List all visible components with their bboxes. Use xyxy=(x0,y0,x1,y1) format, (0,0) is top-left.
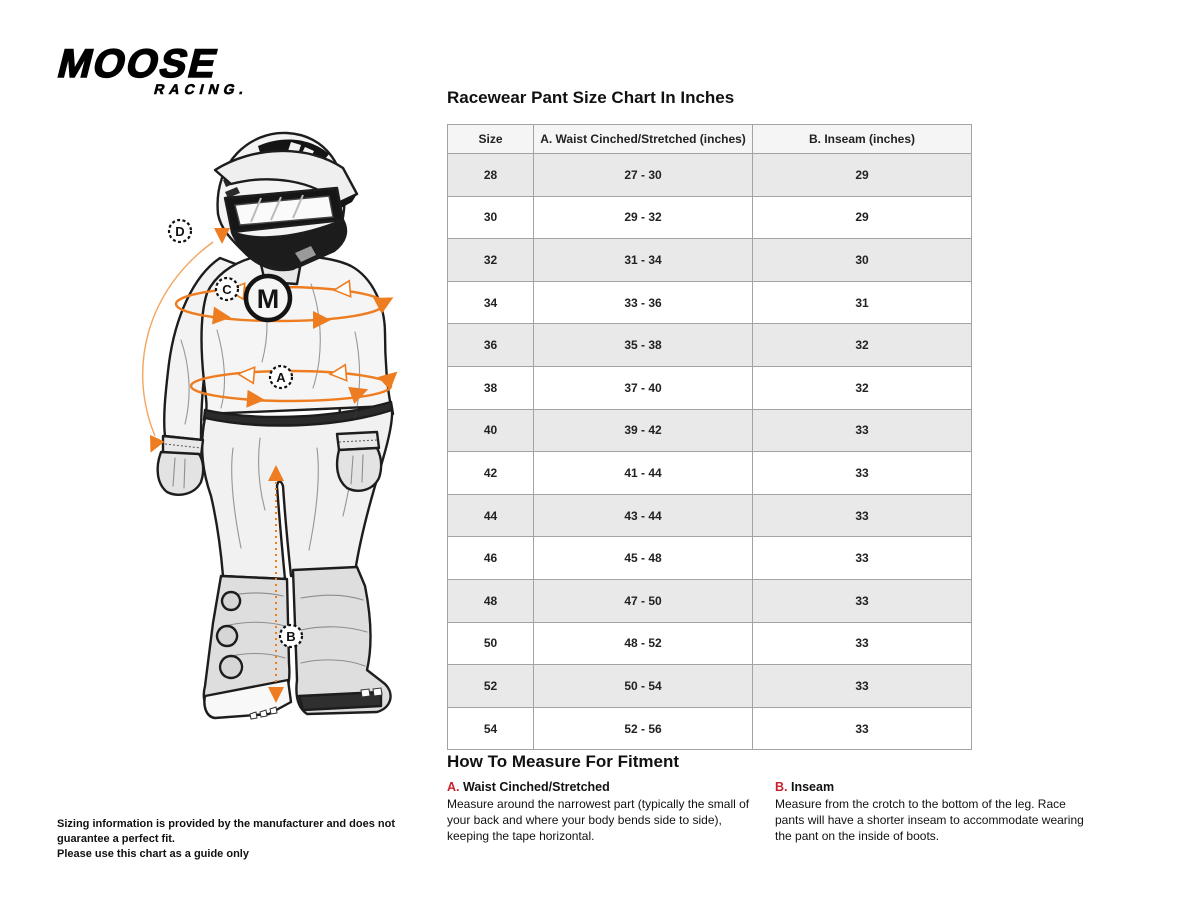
table-row xyxy=(448,452,972,495)
table-row xyxy=(448,196,972,239)
measure-sections xyxy=(447,780,1095,844)
table-cell: 47 - 50 xyxy=(534,579,753,622)
table-cell: 33 xyxy=(753,622,972,665)
table-cell: 41 - 44 xyxy=(534,452,753,495)
table-cell: 33 - 36 xyxy=(534,281,753,324)
table-cell: 39 - 42 xyxy=(534,409,753,452)
table-row xyxy=(448,366,972,409)
table-cell: 52 xyxy=(448,665,534,708)
measure-label-a: A. xyxy=(447,780,460,794)
table-cell: 34 xyxy=(448,281,534,324)
column-header: Size xyxy=(448,125,534,154)
measure-body-text: Measure from the crotch to the bottom of the leg. Race pants will have a shorter inseam to accommodate wearing the pant on the inside of boots. xyxy=(775,797,1084,843)
table-cell: 32 xyxy=(753,324,972,367)
table-cell: 38 xyxy=(448,366,534,409)
rider-right-glove xyxy=(337,448,381,491)
table-row xyxy=(448,154,972,197)
label-b-badge xyxy=(280,625,302,647)
moose-racing-logo xyxy=(51,42,264,97)
table-row xyxy=(448,409,972,452)
table-cell: 52 - 56 xyxy=(534,707,753,750)
table-row xyxy=(448,707,972,750)
logo-word-moose: MOOSE xyxy=(53,42,224,86)
rider-left-glove xyxy=(158,452,204,495)
svg-text:M: M xyxy=(256,284,280,314)
logo-word-racing: RACING. xyxy=(152,80,251,97)
measure-section-inseam xyxy=(775,780,1095,844)
how-to-measure-heading: How To Measure For Fitment xyxy=(447,752,680,771)
table-cell: 50 - 54 xyxy=(534,665,753,708)
table-cell: 27 - 30 xyxy=(534,154,753,197)
table-cell: 33 xyxy=(753,409,972,452)
table-cell: 30 xyxy=(753,239,972,282)
table-cell: 48 - 52 xyxy=(534,622,753,665)
measure-section-waist xyxy=(447,780,752,844)
table-row xyxy=(448,537,972,580)
table-cell: 33 xyxy=(753,579,972,622)
table-cell: 50 xyxy=(448,622,534,665)
measure-body-text: Measure around the narrowest part (typically the small of your back and where your body bends side to side), keeping the tape horizontal. xyxy=(447,797,750,843)
table-row xyxy=(448,494,972,537)
measure-title-text: Inseam xyxy=(790,780,835,794)
label-d-badge xyxy=(169,220,191,242)
svg-text:B: B xyxy=(286,629,296,644)
table-cell: 30 xyxy=(448,196,534,239)
table-row xyxy=(448,622,972,665)
table-row xyxy=(448,239,972,282)
table-cell: 33 xyxy=(753,537,972,580)
measure-section-title xyxy=(447,780,752,794)
table-cell: 31 xyxy=(753,281,972,324)
measure-section-title xyxy=(775,780,1095,794)
table-cell: 46 xyxy=(448,537,534,580)
rider-measurement-illustration xyxy=(55,118,435,740)
label-c-badge xyxy=(216,278,238,300)
size-chart-title: Racewear Pant Size Chart In Inches xyxy=(447,88,735,107)
svg-text:A: A xyxy=(276,370,286,385)
table-cell: 31 - 34 xyxy=(534,239,753,282)
table-cell: 33 xyxy=(753,665,972,708)
measure-title-text: Waist Cinched/Stretched xyxy=(462,780,610,794)
table-row xyxy=(448,281,972,324)
chest-moose-logo xyxy=(246,276,290,320)
size-table xyxy=(447,124,972,750)
table-cell: 42 xyxy=(448,452,534,495)
table-cell: 37 - 40 xyxy=(534,366,753,409)
table-cell: 44 xyxy=(448,494,534,537)
table-cell: 33 xyxy=(753,707,972,750)
column-header: B. Inseam (inches) xyxy=(753,125,972,154)
table-cell: 36 xyxy=(448,324,534,367)
label-a-badge xyxy=(270,366,292,388)
table-cell: 45 - 48 xyxy=(534,537,753,580)
svg-text:C: C xyxy=(222,282,232,297)
table-cell: 43 - 44 xyxy=(534,494,753,537)
column-header: A. Waist Cinched/Stretched (inches) xyxy=(534,125,753,154)
table-cell: 29 xyxy=(753,154,972,197)
table-row xyxy=(448,665,972,708)
measure-label-b: B. xyxy=(775,780,788,794)
rider-illustration-svg xyxy=(55,118,435,740)
disclaimer-line-2: Please use this chart as a guide only xyxy=(57,847,249,860)
table-header-row xyxy=(448,125,972,154)
table-cell: 40 xyxy=(448,409,534,452)
table-cell: 32 xyxy=(753,366,972,409)
table-cell: 29 - 32 xyxy=(534,196,753,239)
table-cell: 54 xyxy=(448,707,534,750)
table-cell: 33 xyxy=(753,494,972,537)
table-cell: 35 - 38 xyxy=(534,324,753,367)
svg-text:D: D xyxy=(175,224,185,239)
table-cell: 33 xyxy=(753,452,972,495)
table-cell: 29 xyxy=(753,196,972,239)
table-row xyxy=(448,324,972,367)
disclaimer-line-1: Sizing information is provided by the manufacturer and does not guarantee a perfect fit. xyxy=(57,818,395,845)
size-table-body xyxy=(448,154,972,750)
table-cell: 48 xyxy=(448,579,534,622)
table-cell: 28 xyxy=(448,154,534,197)
table-row xyxy=(448,579,972,622)
sizing-disclaimer xyxy=(57,817,437,862)
table-cell: 32 xyxy=(448,239,534,282)
